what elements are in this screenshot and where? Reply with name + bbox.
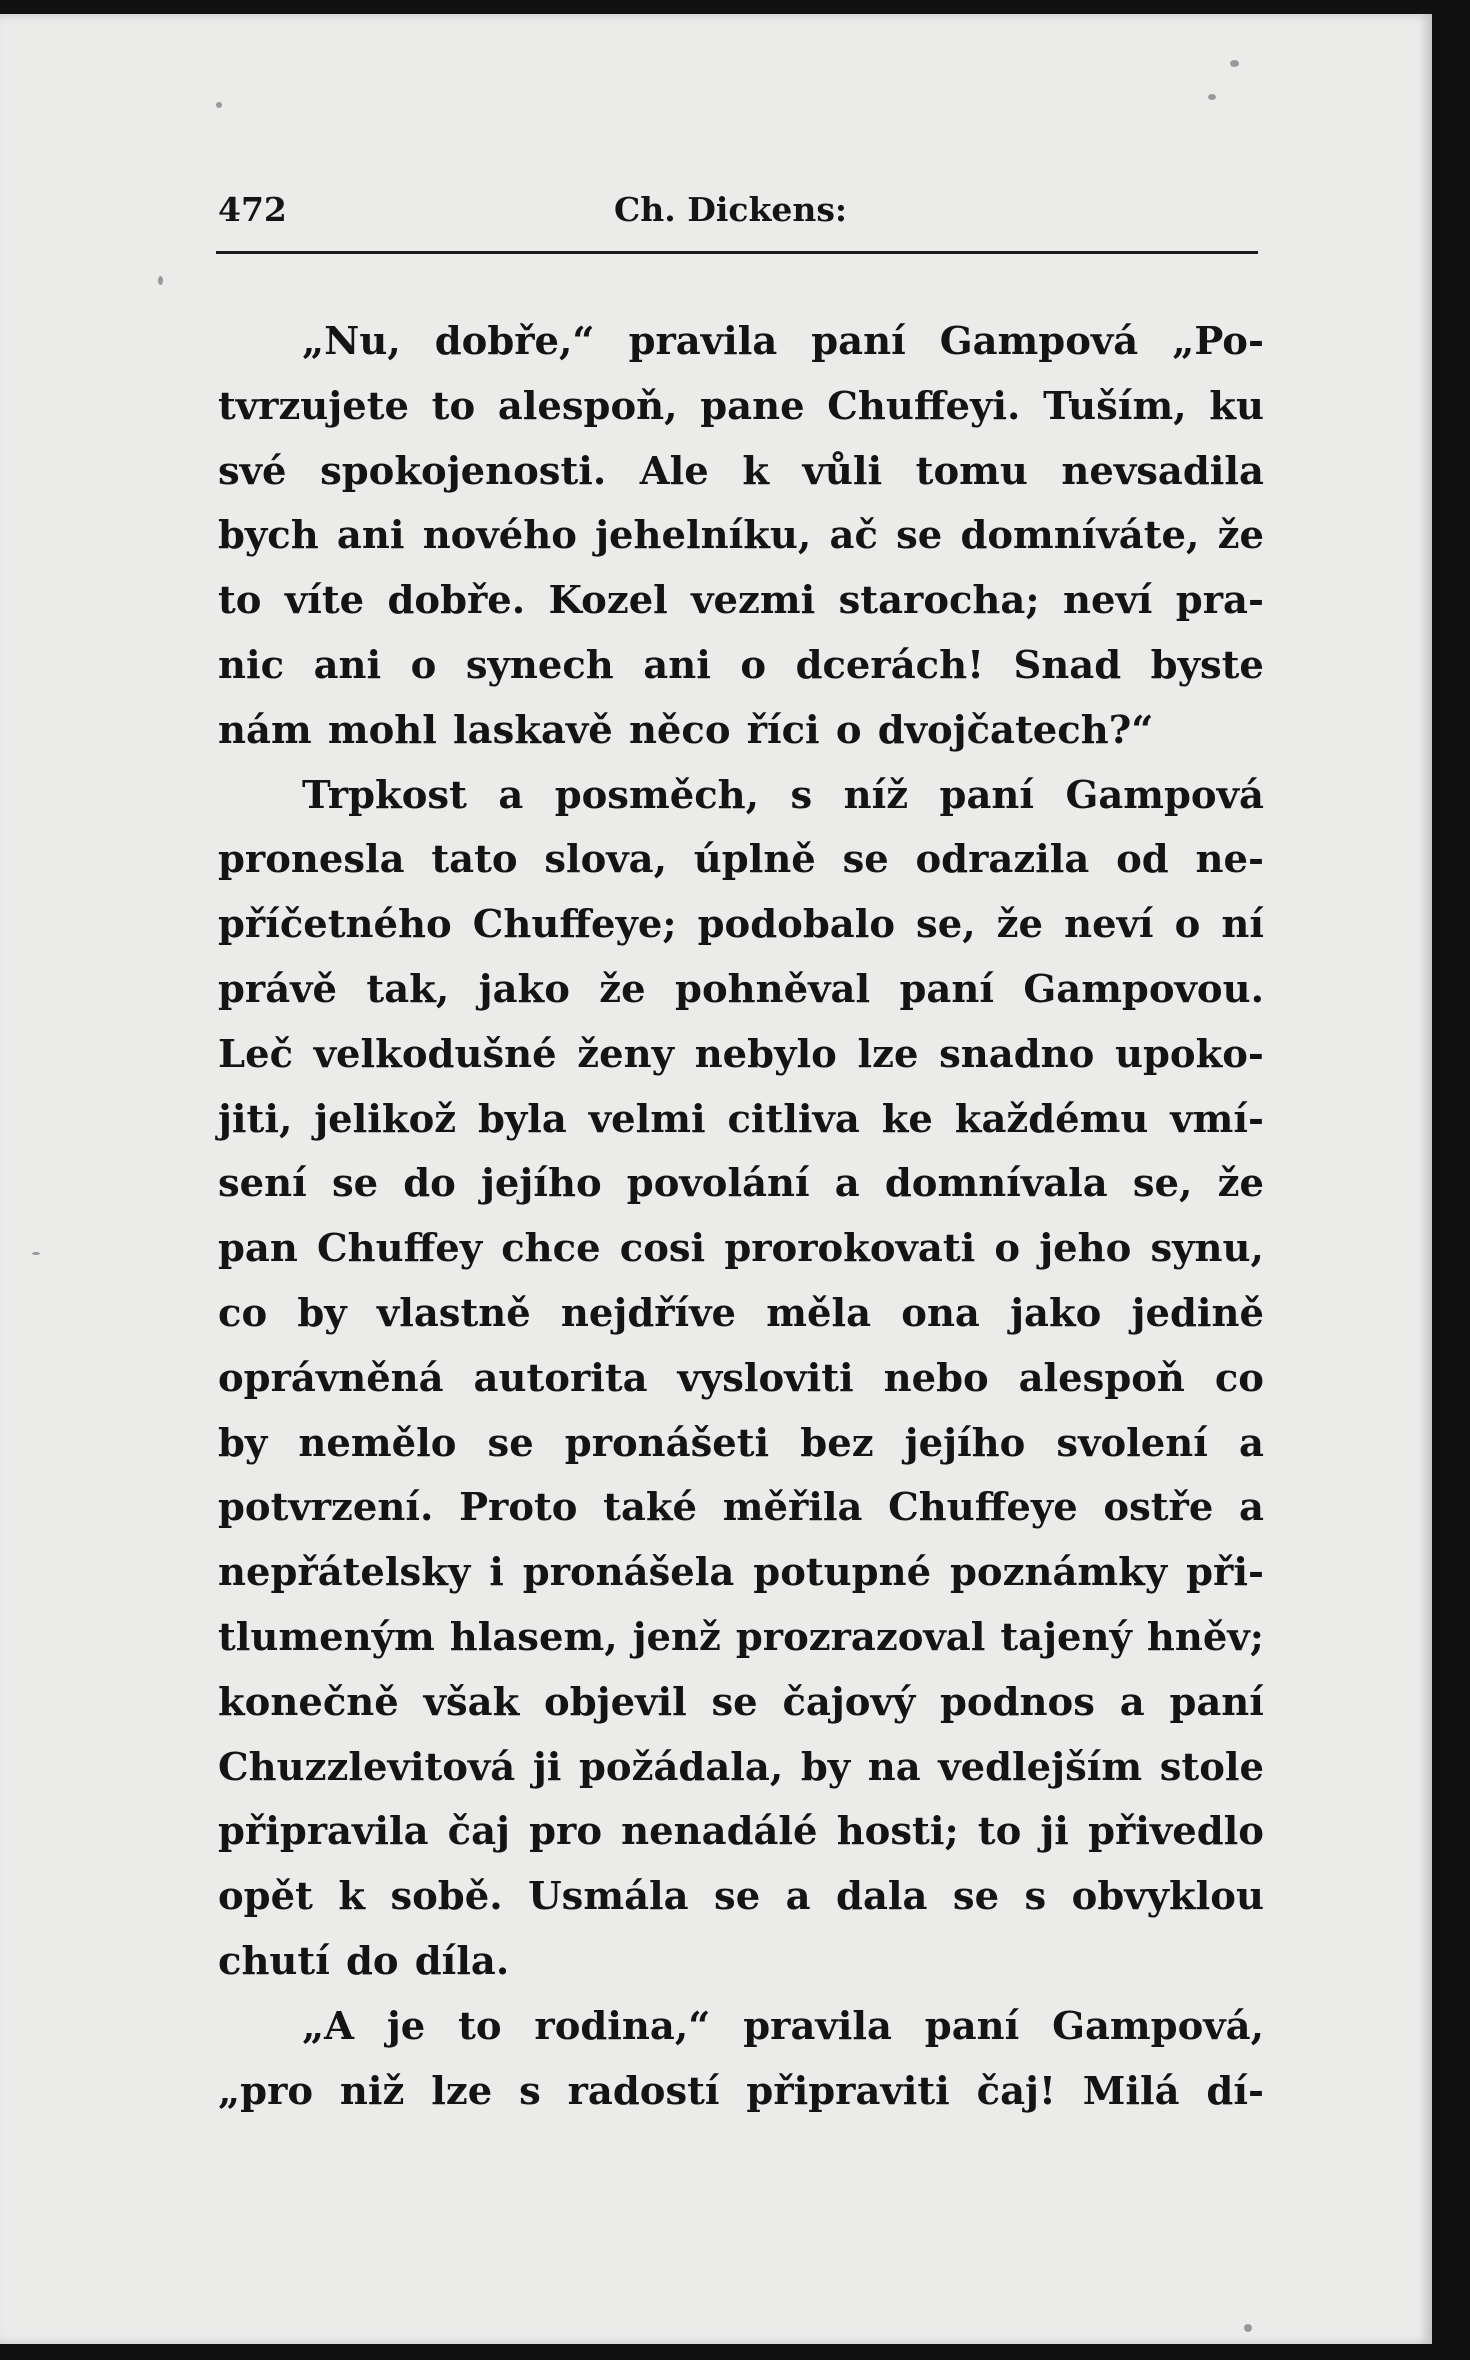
text-word: o: [1174, 902, 1201, 948]
text-word: o: [740, 642, 767, 688]
text-word: poznámky: [950, 1550, 1168, 1596]
text-word: Chuzzlevitová: [218, 1744, 516, 1790]
text-word: Chuffey: [317, 1226, 483, 1272]
text-word: „Po-: [1172, 319, 1264, 364]
text-word: chutí: [218, 1938, 330, 1984]
text-word: čaj!: [976, 2068, 1056, 2114]
text-word: k: [338, 1874, 366, 1920]
text-word: radostí: [567, 2068, 720, 2114]
body-text: [218, 310, 1264, 2124]
text-line: [218, 440, 1264, 505]
text-word: ani: [643, 642, 711, 688]
text-word: bez: [800, 1420, 874, 1466]
text-word: Kozel: [548, 578, 668, 624]
text-word: vlastně: [376, 1290, 531, 1336]
text-word: ač: [829, 513, 878, 559]
text-line: [218, 764, 1264, 829]
text-word: povolání: [626, 1161, 810, 1207]
text-word: a: [834, 1161, 860, 1207]
text-word: dobře.: [387, 578, 526, 624]
text-word: Tuším,: [1043, 383, 1187, 429]
text-word: to: [458, 2003, 502, 2049]
page-speck: [32, 1252, 40, 1255]
text-line: [218, 1347, 1264, 1412]
text-word: jehelníku,: [595, 513, 812, 559]
text-word: díla.: [414, 1938, 510, 1984]
page-speck: [216, 102, 222, 108]
text-word: chce: [501, 1226, 601, 1272]
text-word: neví: [1064, 902, 1154, 948]
text-word: hlasem,: [449, 1614, 618, 1660]
text-line: [218, 1217, 1264, 1282]
text-word: jako: [478, 966, 570, 1012]
text-line: [218, 893, 1264, 958]
text-word: „pro: [218, 2068, 314, 2114]
text-word: Proto: [459, 1485, 578, 1531]
text-word: Chuffeye;: [472, 902, 677, 948]
text-word: potupné: [753, 1550, 932, 1596]
text-line: [218, 1736, 1264, 1801]
text-word: tomu: [915, 448, 1028, 494]
text-word: se: [331, 1161, 379, 1207]
text-word: velmi: [588, 1096, 706, 1142]
text-line: [218, 1476, 1264, 1541]
text-word: Milá: [1082, 2068, 1180, 2114]
text-word: „Nu,: [302, 319, 401, 364]
running-header: [218, 190, 1258, 234]
text-word: Gampovou.: [1023, 966, 1264, 1012]
text-word: by: [800, 1744, 851, 1790]
text-word: byste: [1150, 642, 1264, 688]
text-word: co: [218, 1290, 268, 1336]
text-line: [218, 1541, 1264, 1606]
text-word: na: [867, 1744, 921, 1790]
text-word: stole: [1159, 1744, 1264, 1790]
text-word: že: [1217, 513, 1264, 559]
text-word: nevsadila: [1061, 448, 1264, 494]
text-word: hosti;: [836, 1809, 959, 1855]
text-word: se: [842, 837, 889, 883]
text-word: vedlejším: [938, 1744, 1143, 1790]
text-word: byla: [478, 1096, 567, 1142]
text-word: nám: [218, 707, 312, 753]
text-word: to: [977, 1809, 1022, 1855]
text-word: při-: [1186, 1550, 1264, 1596]
text-word: dobře,“: [434, 319, 595, 364]
text-word: i: [489, 1550, 504, 1596]
text-word: pane: [700, 383, 805, 429]
text-line: [218, 569, 1264, 634]
text-line: [218, 634, 1264, 699]
text-word: domníváte,: [960, 513, 1200, 559]
text-word: dvojčatech?“: [877, 707, 1154, 753]
text-word: pravila: [628, 319, 778, 364]
text-word: Usmála: [528, 1874, 689, 1920]
text-word: ji: [1040, 1809, 1069, 1855]
text-word: co: [1214, 1355, 1264, 1401]
text-line: [218, 828, 1264, 893]
text-line: [218, 958, 1264, 1023]
text-line: [218, 1930, 1264, 1995]
text-word: se,: [916, 902, 976, 948]
text-word: tak,: [366, 966, 450, 1012]
text-word: právě: [218, 966, 338, 1012]
text-word: s: [519, 2068, 541, 2114]
text-word: jelikož: [314, 1096, 457, 1142]
text-word: vysloviti: [677, 1355, 854, 1401]
text-word: citliva: [727, 1096, 860, 1142]
text-word: pra-: [1175, 578, 1264, 624]
text-word: tajený: [1000, 1614, 1132, 1660]
text-word: by: [297, 1290, 347, 1336]
text-line: [218, 310, 1264, 375]
text-line: [218, 1606, 1264, 1671]
text-word: sení: [218, 1161, 307, 1207]
text-word: podobalo: [697, 902, 895, 948]
text-word: je: [386, 2003, 426, 2049]
text-word: jako: [1010, 1290, 1102, 1336]
text-word: do: [403, 1161, 456, 1207]
text-word: se: [487, 1420, 534, 1466]
text-word: rodina,“: [534, 2003, 711, 2049]
text-line: [218, 1995, 1264, 2060]
text-word: přivedlo: [1088, 1809, 1264, 1855]
text-word: jeho: [1039, 1226, 1132, 1272]
text-word: čaj: [447, 1809, 510, 1855]
page-number: 472: [218, 190, 287, 229]
text-word: to: [431, 383, 476, 429]
text-word: níž: [843, 772, 909, 818]
text-word: bych: [218, 513, 319, 559]
text-word: jejího: [481, 1161, 602, 1207]
text-word: posměch,: [554, 772, 760, 818]
text-word: od: [1116, 837, 1169, 883]
text-word: a: [785, 1874, 811, 1920]
text-word: se: [952, 1874, 1000, 1920]
text-word: jedině: [1131, 1290, 1264, 1336]
text-word: odrazila: [915, 837, 1090, 883]
text-word: a: [1238, 1420, 1264, 1466]
header-rule: [216, 251, 1258, 254]
text-word: spokojenosti.: [320, 448, 607, 494]
text-word: tlumeným: [218, 1614, 435, 1660]
text-word: Snad: [1013, 642, 1122, 688]
text-word: domnívala: [884, 1161, 1108, 1207]
text-word: ku: [1209, 383, 1264, 429]
text-word: nebylo: [694, 1031, 837, 1077]
text-line: [218, 1152, 1264, 1217]
text-word: prorokovati: [724, 1226, 976, 1272]
text-word: objevil: [544, 1679, 687, 1725]
text-word: alespoň,: [497, 383, 678, 429]
text-word: nového: [422, 513, 577, 559]
text-word: však: [423, 1679, 520, 1725]
text-word: synech: [465, 642, 614, 688]
text-word: lze: [857, 1031, 919, 1077]
text-word: nic: [218, 642, 285, 688]
text-word: tvrzujete: [218, 383, 409, 429]
text-word: a: [1119, 1679, 1145, 1725]
text-word: dala: [836, 1874, 928, 1920]
text-word: své: [218, 448, 287, 494]
text-word: to: [218, 578, 262, 624]
text-word: paní: [811, 319, 906, 364]
text-word: a: [498, 772, 524, 818]
text-word: svolení: [1056, 1420, 1208, 1466]
text-word: každému: [954, 1096, 1149, 1142]
text-word: Gampová: [939, 319, 1139, 364]
text-word: úplně: [693, 837, 816, 883]
text-word: „A: [302, 2003, 355, 2049]
text-word: konečně: [218, 1679, 399, 1725]
text-word: o: [410, 642, 437, 688]
text-word: synu,: [1150, 1226, 1264, 1272]
text-word: že: [996, 902, 1044, 948]
text-word: hněv;: [1146, 1614, 1264, 1660]
text-line: [218, 699, 1264, 764]
page-speck: [158, 276, 163, 285]
text-word: se: [896, 513, 943, 559]
text-word: mohl: [327, 707, 437, 753]
text-word: se: [714, 1874, 761, 1920]
text-word: říci: [746, 707, 820, 753]
text-word: vmí-: [1170, 1096, 1264, 1142]
text-word: ona: [901, 1290, 980, 1336]
text-word: Ale: [639, 448, 709, 494]
text-word: připraviti: [746, 2068, 950, 2114]
text-word: jejího: [904, 1420, 1026, 1466]
text-line: [218, 2060, 1264, 2125]
text-word: pan: [218, 1226, 298, 1272]
text-word: oprávněná: [218, 1355, 444, 1401]
page-speck: [1244, 2324, 1252, 2332]
text-word: obvyklou: [1071, 1874, 1264, 1920]
text-word: čajový: [782, 1679, 916, 1725]
text-line: [218, 1865, 1264, 1930]
text-word: pronesla: [218, 837, 405, 883]
text-word: by: [218, 1420, 268, 1466]
text-word: sobě.: [390, 1874, 503, 1920]
text-word: nebo: [883, 1355, 989, 1401]
text-word: Gampová,: [1052, 2003, 1264, 2049]
text-word: o: [994, 1226, 1021, 1272]
text-word: prozrazoval: [735, 1614, 986, 1660]
text-word: k: [742, 448, 769, 494]
text-word: pravila: [743, 2003, 892, 2049]
text-word: do: [346, 1938, 399, 1984]
running-title: Ch. Dickens:: [614, 190, 848, 229]
page-speck: [1230, 60, 1239, 67]
text-word: jiti,: [218, 1096, 293, 1142]
text-word: paní: [939, 772, 1035, 818]
text-word: ženy: [577, 1031, 675, 1077]
text-line: [218, 375, 1264, 440]
text-word: opět: [218, 1874, 313, 1920]
text-word: ne-: [1195, 837, 1264, 883]
text-line: [218, 1412, 1264, 1477]
text-word: niž: [339, 2068, 405, 2114]
text-word: ani: [313, 642, 382, 688]
text-word: nejdříve: [560, 1290, 737, 1336]
text-word: potvrzení.: [218, 1485, 434, 1531]
text-word: jenž: [632, 1614, 721, 1660]
text-word: se: [711, 1679, 758, 1725]
text-word: požádala,: [579, 1744, 784, 1790]
text-word: s: [1024, 1874, 1047, 1920]
text-word: Chuffeyi.: [827, 383, 1021, 429]
text-word: Gampová: [1065, 772, 1264, 818]
text-word: ke: [881, 1096, 933, 1142]
text-word: autorita: [473, 1355, 648, 1401]
text-word: velkodušné: [313, 1031, 557, 1077]
text-word: pohněval: [675, 966, 871, 1012]
text-word: paní: [899, 966, 994, 1012]
text-word: paní: [924, 2003, 1020, 2049]
text-word: pronášela: [522, 1550, 735, 1596]
text-word: připravila: [218, 1809, 429, 1855]
text-word: ní: [1221, 902, 1264, 948]
text-word: alespoň: [1018, 1355, 1185, 1401]
text-word: víte: [284, 578, 365, 624]
text-line: [218, 1282, 1264, 1347]
text-word: cosi: [619, 1226, 706, 1272]
text-word: starocha;: [838, 578, 1040, 624]
text-word: se,: [1132, 1161, 1193, 1207]
text-word: pro: [529, 1809, 603, 1855]
text-word: Trpkost: [302, 772, 467, 818]
text-word: že: [1217, 1161, 1264, 1207]
text-word: nemělo: [298, 1420, 457, 1466]
text-word: Chuffeye: [888, 1485, 1078, 1531]
text-word: měřila: [722, 1485, 863, 1531]
text-word: ji: [532, 1744, 562, 1790]
text-word: lze: [431, 2068, 493, 2114]
text-line: [218, 1800, 1264, 1865]
text-line: [218, 504, 1264, 569]
text-word: podnos: [940, 1679, 1095, 1725]
text-word: ostře: [1103, 1485, 1214, 1531]
text-word: neví: [1062, 578, 1153, 624]
text-word: slova,: [544, 837, 668, 883]
text-word: o: [835, 707, 862, 753]
text-word: ani: [336, 513, 405, 559]
page-speck: [1208, 94, 1216, 100]
text-line: [218, 1671, 1264, 1736]
text-word: upoko-: [1114, 1031, 1264, 1077]
text-line: [218, 1088, 1264, 1153]
text-line: [218, 1023, 1264, 1088]
text-word: paní: [1169, 1679, 1264, 1725]
text-word: dcerách!: [795, 642, 984, 688]
text-word: měla: [766, 1290, 872, 1336]
text-word: dí-: [1206, 2068, 1264, 2114]
text-word: a: [1238, 1485, 1264, 1531]
text-word: Leč: [218, 1031, 294, 1077]
text-word: nepřátelsky: [218, 1550, 471, 1596]
text-word: vůli: [802, 448, 883, 494]
text-word: že: [599, 966, 646, 1012]
text-word: vezmi: [691, 578, 816, 624]
text-word: příčetného: [218, 902, 452, 948]
text-word: snadno: [939, 1031, 1095, 1077]
text-word: nenadálé: [621, 1809, 818, 1855]
text-word: něco: [628, 707, 731, 753]
text-word: s: [790, 772, 813, 818]
text-word: tato: [431, 837, 518, 883]
text-word: také: [603, 1485, 698, 1531]
text-word: pronášeti: [564, 1420, 770, 1466]
text-word: laskavě: [453, 707, 613, 753]
